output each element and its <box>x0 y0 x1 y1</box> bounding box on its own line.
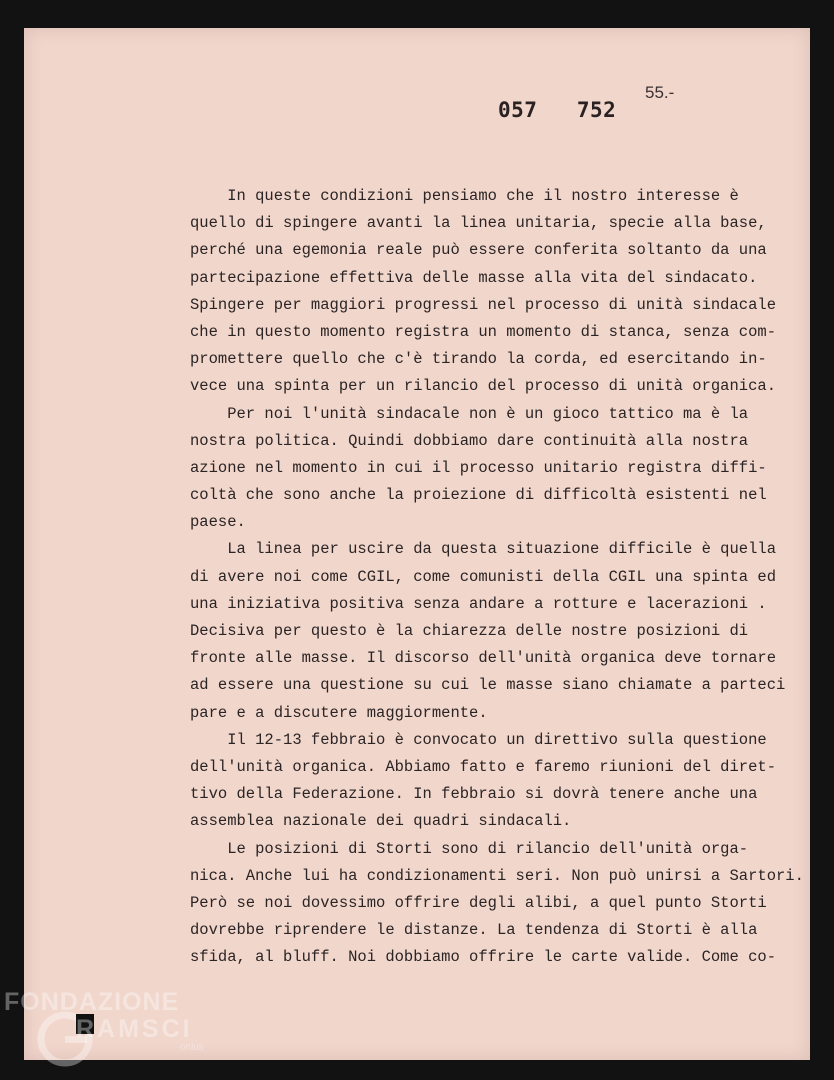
text-line: Le posizioni di Storti sono di rilancio dell'unità orga- <box>190 839 749 858</box>
text-line: che in questo momento registra un momento di stanca, senza com- <box>190 322 776 341</box>
text-line: dovrebbe riprendere le distanze. La tendenza di Storti è alla <box>190 921 758 940</box>
document-page <box>24 28 810 1060</box>
text-line: In queste condizioni pensiamo che il nostro interesse è <box>190 187 739 205</box>
text-line: La linea per uscire da questa situazione difficile è quella <box>190 540 776 559</box>
text-line: quello di spingere avanti la linea unitaria, specie alla base, <box>190 214 767 233</box>
archive-number: 057 752 <box>498 98 617 122</box>
text-line: nica. Anche lui ha condizionamenti seri. Non può unirsi a Sartori. <box>190 866 804 885</box>
text-line: nostra politica. Quindi dobbiamo dare continuità alla nostra <box>190 431 749 450</box>
watermark-gramsci: RAMSCI <box>76 1015 193 1043</box>
text-line: Il 12-13 febbraio è convocato un direttivo sulla questione <box>190 730 767 749</box>
text-line: pare e a discutere maggiormente. <box>190 703 488 722</box>
text-line: vece una spinta per un rilancio del processo di unità organica. <box>190 377 776 396</box>
text-line: assemblea nazionale dei quadri sindacali. <box>190 812 572 831</box>
text-line: paese. <box>190 513 246 532</box>
text-line: tivo della Federazione. In febbraio si dovrà tenere anche una <box>190 785 758 804</box>
text-line: Spingere per maggiori progressi nel processo di unità sindacale <box>190 295 776 314</box>
text-line: coltà che sono anche la proiezione di difficoltà esistenti nel <box>190 486 767 505</box>
text-line: dell'unità organica. Abbiamo fatto e faremo riunioni del diret- <box>190 757 776 776</box>
page-number: 55.- <box>645 83 675 102</box>
watermark-onlus: onlus <box>180 1042 204 1053</box>
text-line: partecipazione effettiva delle masse alla vita del sindacato. <box>190 268 758 287</box>
text-line: fronte alle masse. Il discorso dell'unità organica deve tornare <box>190 649 776 668</box>
text-line: una iniziativa positiva senza andare a rotture e lacerazioni . <box>190 594 767 613</box>
fondazione-gramsci-watermark <box>4 988 204 1053</box>
text-line: Decisiva per questo è la chiarezza delle nostre posizioni di <box>190 622 749 640</box>
text-line: Per noi l'unità sindacale non è un gioco tattico ma è la <box>190 404 749 423</box>
text-line: Però se noi dovessimo offrire degli alibi, a quel punto Storti <box>190 893 767 912</box>
typed-text-body <box>190 183 830 971</box>
text-line: sfida, al bluff. Noi dobbiamo offrire le carte valide. Come co- <box>190 948 776 967</box>
text-line: azione nel momento in cui il processo unitario registra diffi- <box>190 458 767 477</box>
text-line: di avere noi come CGIL, come comunisti della CGIL una spinta ed <box>190 567 776 586</box>
text-line: promettere quello che c'è tirando la corda, ed esercitando in- <box>190 350 767 369</box>
text-line: ad essere una questione su cui le masse siano chiamate a parteci <box>190 676 786 695</box>
watermark-fondazione: FONDAZIONE <box>4 988 180 1016</box>
text-line: perché una egemonia reale può essere conferita soltanto da una <box>190 241 767 260</box>
